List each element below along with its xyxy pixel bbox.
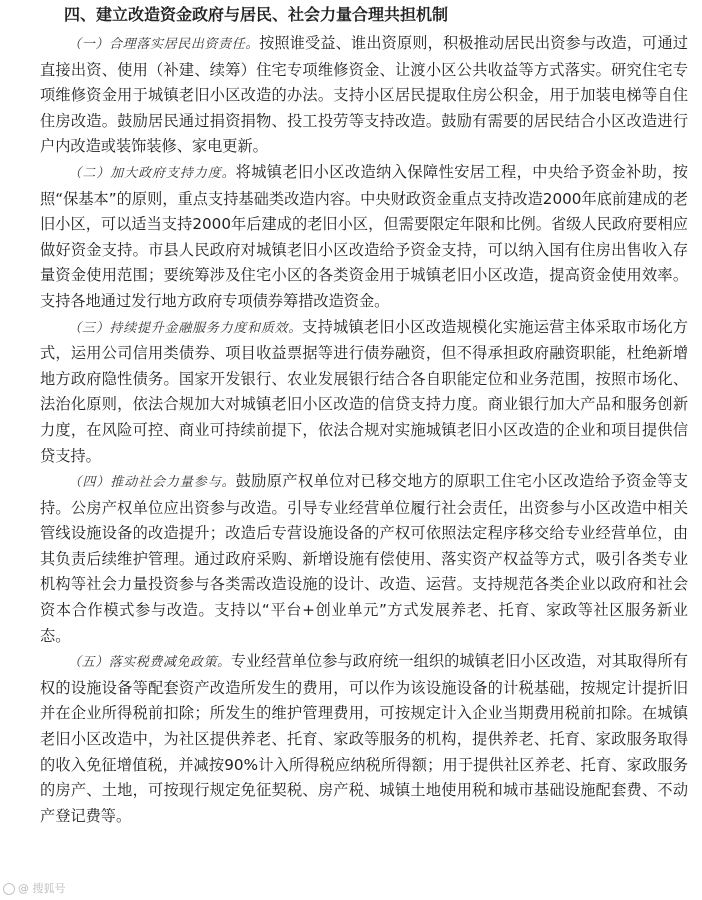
paragraph-body: 按照谁受益、谁出资原则，积极推动居民出资参与改造，可通过直接出资、使用（补建、续筹）住宅专项维修资金、让渡小区公共收益等方式落实。研究住宅专项维修资金用于城镇老旧小区改造的办法。支持小区居民提取住房公积金，用于加装电梯等自住住房改造。鼓励居民通过捐资捐物、投工投劳等支持改造。鼓励有需要的居民结合小区改造进行户内改造或装饰装修、家电更新。	[40, 34, 688, 156]
paragraph-body: 支持城镇老旧小区改造规模化实施运营主体采取市场化方式，运用公司信用类债券、项目收益票据等进行债券融资，但不得承担政府融资职能，杜绝新增地方政府隐性债务。国家开发银行、农业发展银行结合各自职能定位和业务范围，按照市场化、法治化原则，依法合规加大对城镇老旧小区改造的信贷支持力度。商业银行加大产品和服务创新力度，在风险可控、商业可持续前提下，依法合规对实施城镇老旧小区改造的企业和项目提供信贷支持。	[40, 317, 688, 465]
paragraph-lead: （一）合理落实居民出资责任。	[68, 37, 260, 52]
paragraph-body: 专业经营单位参与政府统一组织的城镇老旧小区改造，对其取得所有权的设施设备等配套资产改造所发生的费用，可以作为该设施设备的计税基础，按规定计提折旧并在企业所得税前扣除；所发生的维护管理费用，可按规定计入企业当期费用税前扣除。在城镇老旧小区改造中，为社区提供养老、托育、家政等服务的机构，提供养老、托育、家政服务取得的收入免征增值税，并减按90%计入所得税应纳税所得额；用于提供社区养老、托育、家政服务的房产、土地，可按现行规定免征契税、房产税、城镇土地使用税和城市基础设施配套费、不动产登记费等。	[40, 652, 688, 825]
watermark	[3, 882, 66, 896]
paragraph-resident-funding	[40, 31, 688, 160]
paragraph-body: 鼓励原产权单位对已移交地方的原职工住宅小区改造给予资金等支持。公房产权单位应出资参与改造。引导专业经营单位履行社会责任，出资参与小区改造中相关管线设施设备的改造提升；改造后专营设施设备的产权可依照法定程序移交给专业经营单位，由其负责后续维护管理。通过政府采购、新增设施有偿使用、落实资产权益等方式，吸引各类专业机构等社会力量投资参与各类需改造设施的设计、改造、运营。支持规范各类企业以政府和社会资本合作模式参与改造。支持以“平台+创业单元”方式发展养老、托育、家政等社区服务新业态。	[40, 472, 688, 645]
paragraph-social-participation	[40, 469, 688, 649]
paragraph-lead: （二）加大政府支持力度。	[68, 165, 236, 181]
watermark-logo-icon	[3, 883, 15, 895]
paragraph-tax-relief	[40, 649, 688, 829]
paragraph-lead: （四）推动社会力量参与。	[68, 475, 236, 491]
paragraph-lead: （五）落实税费减免政策。	[68, 655, 231, 671]
paragraph-body: 将城镇老旧小区改造纳入保障性安居工程，中央给予资金补助，按照“保基本”的原则，重点支持基础类改造内容。中央财政资金重点支持改造2000年底前建成的老旧小区，可以适当支持2000年后建成的老旧小区，但需要限定年限和比例。省级人民政府要相应做好资金支持。市县人民政府对城镇老旧小区改造给予资金支持，可以纳入国有住房出售收入存量资金使用范围；要统筹涉及住宅小区的各类资金用于城镇老旧小区改造，提高资金使用效率。支持各地通过发行地方政府专项债券筹措改造资金。	[40, 162, 688, 310]
paragraph-financial-services	[40, 315, 688, 470]
section-heading: 四、建立改造资金政府与居民、社会力量合理共担机制	[64, 5, 449, 24]
paragraph-government-support	[40, 160, 688, 315]
paragraph-lead: （三）持续提升金融服务力度和质效。	[68, 320, 303, 336]
watermark-text: @ 搜狐号	[18, 882, 66, 895]
